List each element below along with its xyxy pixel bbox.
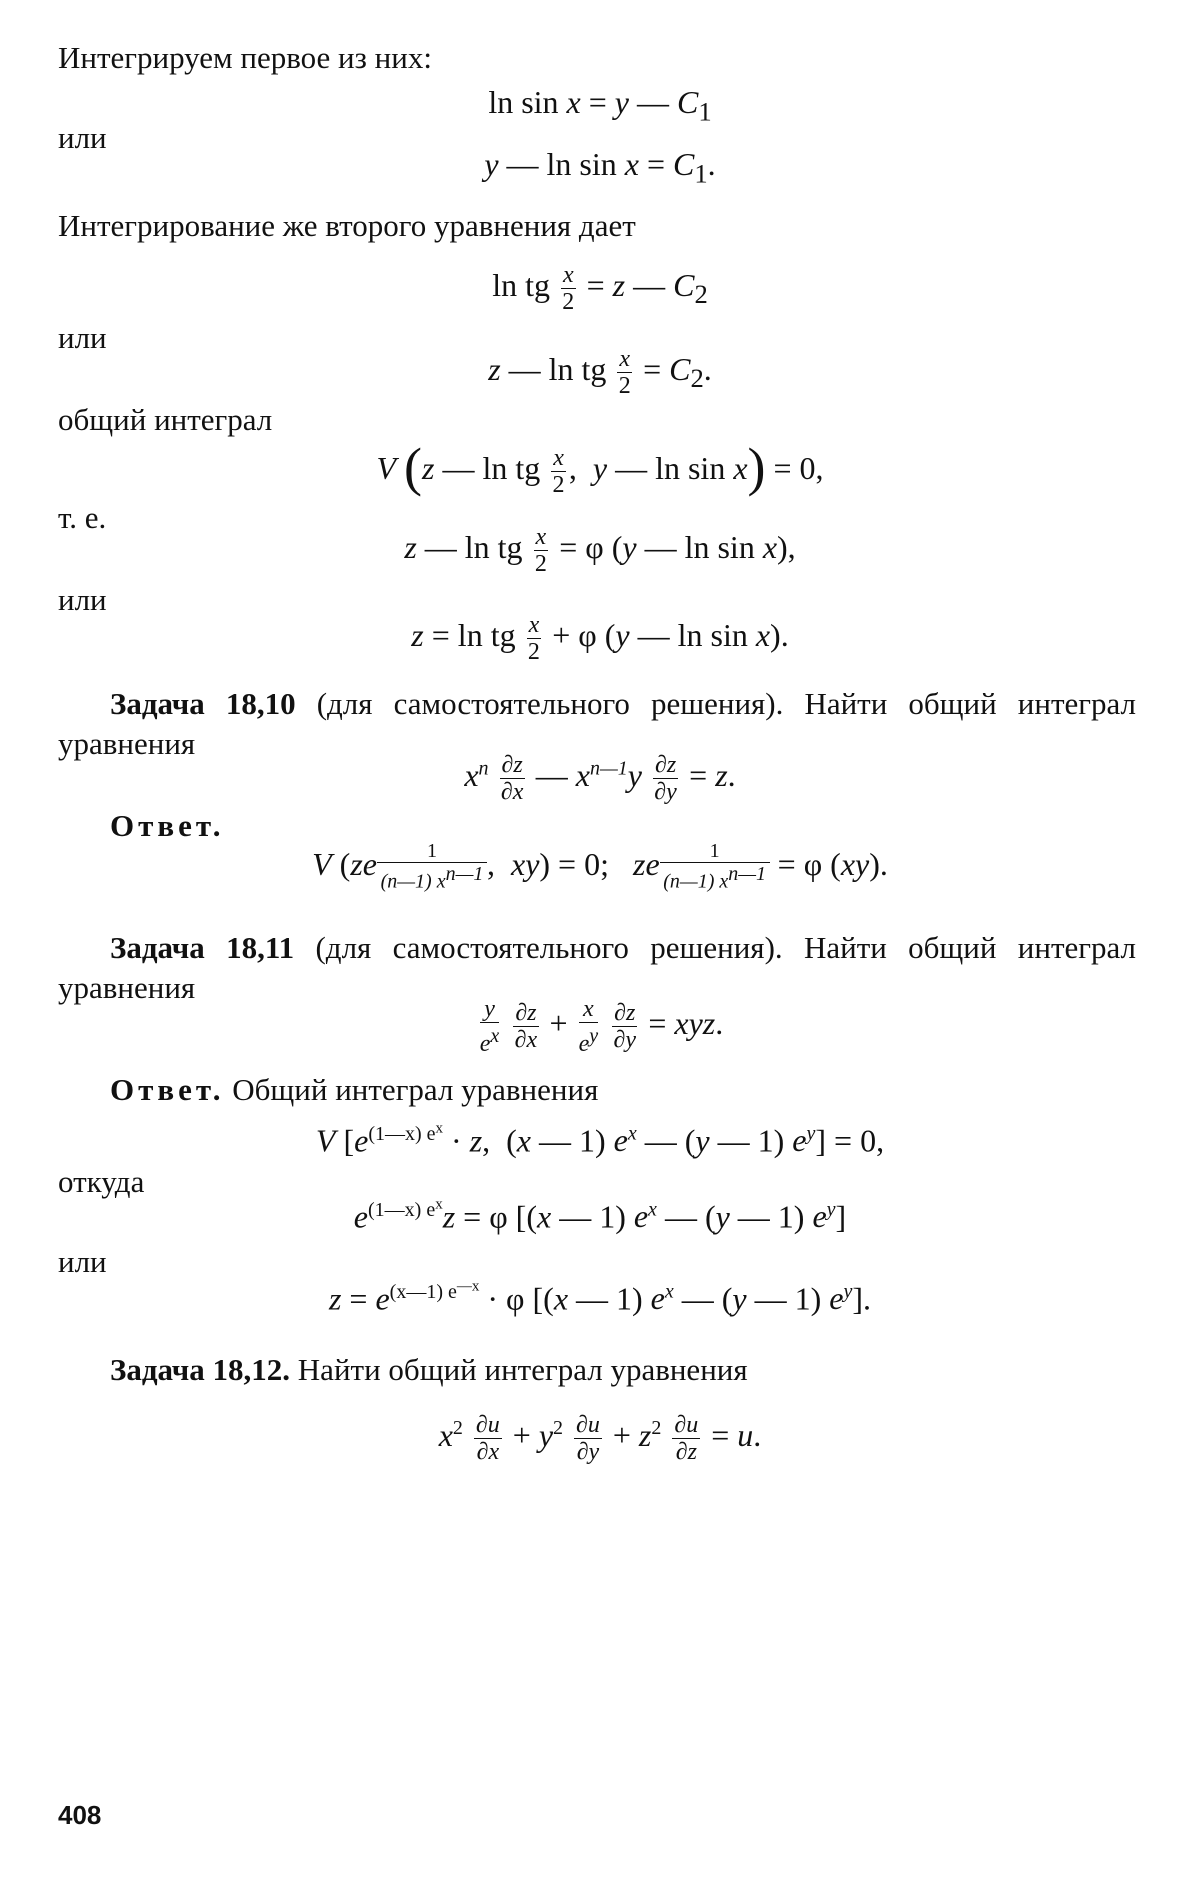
equation-z-answer-18-11: $z = e^{(x—1) e^{—x}} \cdot \varphi$ [(x — 1) $e^x$ — (y — 1) $e^y$]. [328,1278,872,1317]
answer-label-1: Ответ. [110,808,225,843]
equation-general-integral: V (z — ln tg $\frac{x}{2}$ , y — ln sin x) = 0, [376,437,824,499]
task-18-12-paragraph [58,1350,1136,1390]
equation-task-18-11: $\frac{y}{e^x}$ $\frac{\partial z}{\partial x}$ + $\frac{x}{e^y}$ $\frac{\partial z}{\partial y}$ = xyz. [479,996,724,1057]
equation-answer-18-10: V (ze $\frac{1}{(n—1) x^{n—1}}$ , xy) = 0; ze $\frac{1}{(n—1) x^{n—1}}$ = φ (xy). [312,840,888,893]
or-line-1: или [58,120,107,155]
ie-label: т. е. [58,500,107,535]
equation-z-solution: z = ln tg $\frac{x}{2}$ + φ (y — ln sin x). [411,612,789,665]
answer-line-2: Ответ. Общий интеграл уравнения [110,1072,599,1107]
equation-first-integral: y — $\ln \sin x = C_1$. [484,146,716,189]
intro-line-2: Интегрирование же второго уравнения дает [58,208,636,243]
whence-label: откуда [58,1164,145,1199]
equation-task-18-10: $x^n$ $\frac{\partial z}{\partial x}$ — $x^{n—1}y$ $\frac{\partial z}{\partial y}$ = z. [464,752,736,805]
equation-task-18-12: $x^2$ $\frac{\partial u}{\partial x}$ + $y^2$ $\frac{\partial u}{\partial y}$ + $z^2$ $\frac{\partial u}{\partial z}$ = u. [438,1412,762,1465]
or-line-4: или [58,1244,107,1279]
task-18-12-label: Задача 18,12. [110,1352,291,1387]
general-integral-label: общий интеграл [58,402,273,437]
equation-second-integral: z — ln tg $\frac{x}{2}$ = $C_2$. [488,346,712,399]
task-18-12-text: Найти общий интеграл уравнения [290,1352,748,1387]
task-18-10-text: (для самостоятельного решения). Найти общий интеграл уравнения [58,686,1136,761]
or-line-2: или [58,320,107,355]
task-18-10-label: Задача 18,10 [110,686,296,721]
equation-whence: $e^{(1—x) e^x}z = \varphi$ [(x — 1) $e^x$ — (y — 1) $e^y$] [353,1196,847,1235]
page-number: 408 [58,1800,102,1830]
intro-line-1: Интегрируем первое из них: [58,40,432,75]
equation-answer-18-11: V [$e^{(1—x) e^x} \cdot z$, (x — 1) $e^x$ — (y — 1) $e^y] = 0$, [315,1120,885,1159]
task-18-11-text: (для самостоятельного решения). Найти общий интеграл уравнения [58,930,1136,1005]
equation-ie: z — ln tg $\frac{x}{2}$ = φ (y — ln sin x), [404,524,796,577]
equation-ln-sin-x: ln sin x = y — $C_1$ [488,84,712,127]
or-line-3: или [58,582,107,617]
task-18-11-label: Задача 18,11 [110,930,295,965]
equation-ln-tg: ln tg $\frac{x}{2}$ = z — $C_2$ [492,262,708,315]
